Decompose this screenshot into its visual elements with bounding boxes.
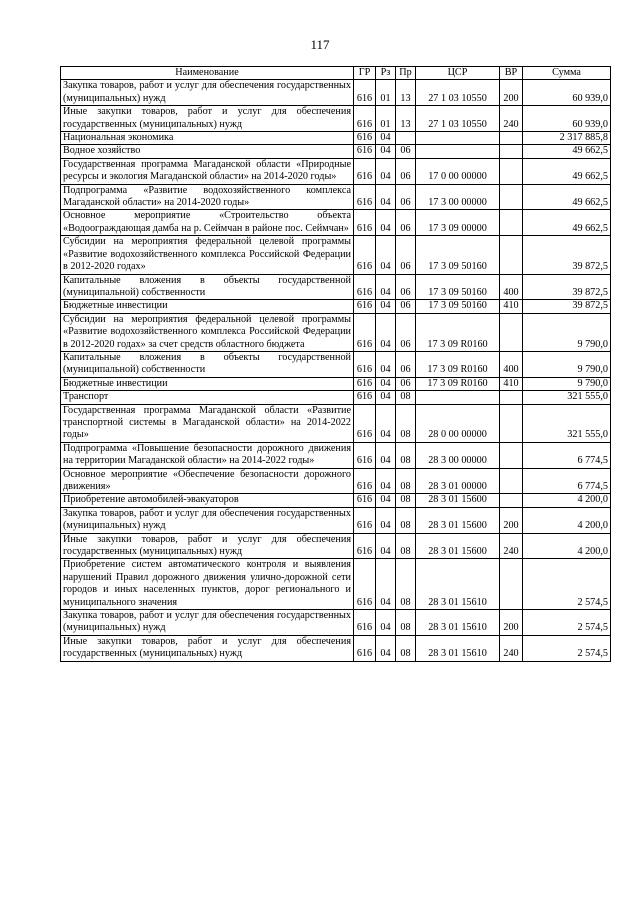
page-number: 117: [310, 37, 330, 52]
table-row: [61, 610, 611, 636]
header-vr: ВР: [500, 67, 523, 80]
row-name: Государственная программа Магаданской области «Развитие транспортной системы в Магаданской области» на 2014-2022 годы»: [61, 404, 354, 442]
row-sum: 49 662,5: [523, 158, 611, 184]
row-csr: [416, 391, 500, 404]
row-sum: 6 774,5: [523, 442, 611, 468]
table-row: [61, 210, 611, 236]
row-sum: 49 662,5: [523, 145, 611, 158]
row-pr: 08: [396, 391, 416, 404]
row-name: Иные закупки товаров, работ и услуг для обеспечения государственных (муниципальных) нужд: [61, 106, 354, 132]
row-gr: 616: [354, 559, 376, 610]
row-pr: 06: [396, 158, 416, 184]
row-csr: 27 1 03 10550: [416, 80, 500, 106]
row-rz: 04: [376, 468, 396, 494]
header-sum: Сумма: [523, 67, 611, 80]
table-row: [61, 158, 611, 184]
table-row: [61, 377, 611, 390]
row-pr: 06: [396, 274, 416, 300]
row-gr: 616: [354, 404, 376, 442]
row-rz: 04: [376, 404, 396, 442]
row-sum: 4 200,0: [523, 533, 611, 559]
row-name: Подпрограмма «Повышение безопасности дорожного движения на территории Магаданской области» на 2014-2022 годы»: [61, 442, 354, 468]
table-row: [61, 494, 611, 507]
row-rz: 04: [376, 351, 396, 377]
row-pr: 08: [396, 442, 416, 468]
table-row: [61, 236, 611, 274]
table-row: [61, 533, 611, 559]
row-vr: 200: [500, 507, 523, 533]
row-vr: [500, 494, 523, 507]
row-gr: 616: [354, 533, 376, 559]
table-row: [61, 559, 611, 610]
row-vr: 240: [500, 533, 523, 559]
row-gr: 616: [354, 236, 376, 274]
row-rz: 04: [376, 158, 396, 184]
row-pr: 08: [396, 494, 416, 507]
row-name: Закупка товаров, работ и услуг для обеспечения государственных (муниципальных) нужд: [61, 610, 354, 636]
row-rz: 04: [376, 442, 396, 468]
header-gr: ГР: [354, 67, 376, 80]
row-csr: 17 0 00 00000: [416, 158, 500, 184]
row-name: Капитальные вложения в объекты государственной (муниципальной) собственности: [61, 274, 354, 300]
row-rz: 04: [376, 533, 396, 559]
table-row: [61, 635, 611, 661]
row-name: Государственная программа Магаданской области «Природные ресурсы и экология Магаданской области» на 2014-2020 годы»: [61, 158, 354, 184]
row-csr: 17 3 09 00000: [416, 210, 500, 236]
row-pr: 08: [396, 533, 416, 559]
table-row: [61, 468, 611, 494]
row-gr: 616: [354, 80, 376, 106]
row-vr: [500, 404, 523, 442]
row-vr: 200: [500, 610, 523, 636]
row-name: Основное мероприятие «Строительство объекта «Водоограждающая дамба на р. Сеймчан в районе пос. Сеймчан»: [61, 210, 354, 236]
row-rz: 04: [376, 132, 396, 145]
row-vr: 410: [500, 377, 523, 390]
table-row: [61, 313, 611, 351]
row-csr: 28 3 01 15610: [416, 635, 500, 661]
row-gr: 616: [354, 610, 376, 636]
row-gr: 616: [354, 351, 376, 377]
row-rz: 04: [376, 494, 396, 507]
row-name: Иные закупки товаров, работ и услуг для обеспечения государственных (муниципальных) нужд: [61, 635, 354, 661]
row-csr: 17 3 09 50160: [416, 300, 500, 313]
row-csr: [416, 132, 500, 145]
row-name: Основное мероприятие «Обеспечение безопасности дорожного движения»: [61, 468, 354, 494]
row-name: Капитальные вложения в объекты государственной (муниципальной) собственности: [61, 351, 354, 377]
row-name: Закупка товаров, работ и услуг для обеспечения государственных (муниципальных) нужд: [61, 80, 354, 106]
row-vr: [500, 468, 523, 494]
row-pr: 08: [396, 404, 416, 442]
row-name: Бюджетные инвестиции: [61, 300, 354, 313]
row-rz: 04: [376, 391, 396, 404]
table-row: [61, 300, 611, 313]
row-vr: [500, 184, 523, 210]
row-gr: 616: [354, 132, 376, 145]
row-gr: 616: [354, 300, 376, 313]
row-csr: 28 3 01 15610: [416, 610, 500, 636]
row-sum: 9 790,0: [523, 377, 611, 390]
header-rz: Рз: [376, 67, 396, 80]
row-vr: [500, 158, 523, 184]
row-name: Транспорт: [61, 391, 354, 404]
row-rz: 01: [376, 106, 396, 132]
row-name: Приобретение автомобилей-эвакуаторов: [61, 494, 354, 507]
row-name: Бюджетные инвестиции: [61, 377, 354, 390]
header-csr: ЦСР: [416, 67, 500, 80]
table-row: [61, 442, 611, 468]
row-gr: 616: [354, 158, 376, 184]
row-pr: 06: [396, 210, 416, 236]
row-sum: 321 555,0: [523, 404, 611, 442]
row-rz: 04: [376, 377, 396, 390]
row-pr: 13: [396, 80, 416, 106]
row-sum: 9 790,0: [523, 351, 611, 377]
row-name: Субсидии на мероприятия федеральной целевой программы «Развитие водохозяйственного комплекса Российской Федерации в 2012-2020 годах»: [61, 236, 354, 274]
row-rz: 04: [376, 145, 396, 158]
row-rz: 04: [376, 210, 396, 236]
row-gr: 616: [354, 210, 376, 236]
row-vr: 200: [500, 80, 523, 106]
row-csr: 17 3 09 R0160: [416, 377, 500, 390]
row-sum: 39 872,5: [523, 300, 611, 313]
row-gr: 616: [354, 635, 376, 661]
row-gr: 616: [354, 377, 376, 390]
row-csr: 28 3 01 15600: [416, 507, 500, 533]
row-sum: 6 774,5: [523, 468, 611, 494]
row-pr: 06: [396, 236, 416, 274]
row-name: Закупка товаров, работ и услуг для обеспечения государственных (муниципальных) нужд: [61, 507, 354, 533]
row-csr: 28 3 00 00000: [416, 442, 500, 468]
row-vr: [500, 210, 523, 236]
row-sum: 321 555,0: [523, 391, 611, 404]
row-pr: 06: [396, 184, 416, 210]
row-name: Водное хозяйство: [61, 145, 354, 158]
row-gr: 616: [354, 391, 376, 404]
table-row: [61, 274, 611, 300]
row-gr: 616: [354, 507, 376, 533]
table-row: [61, 106, 611, 132]
row-pr: 06: [396, 145, 416, 158]
row-name: Подпрограмма «Развитие водохозяйственного комплекса Магаданской области» на 2014-2020 годы»: [61, 184, 354, 210]
table-row: [61, 507, 611, 533]
row-vr: [500, 391, 523, 404]
row-rz: 04: [376, 300, 396, 313]
row-sum: 2 317 885,8: [523, 132, 611, 145]
row-pr: [396, 132, 416, 145]
row-sum: 4 200,0: [523, 507, 611, 533]
row-vr: 410: [500, 300, 523, 313]
table-row: [61, 132, 611, 145]
row-csr: 17 3 00 00000: [416, 184, 500, 210]
row-sum: 2 574,5: [523, 635, 611, 661]
row-rz: 04: [376, 559, 396, 610]
row-sum: 4 200,0: [523, 494, 611, 507]
row-pr: 08: [396, 610, 416, 636]
row-gr: 616: [354, 184, 376, 210]
row-csr: 27 1 03 10550: [416, 106, 500, 132]
row-csr: 17 3 09 50160: [416, 236, 500, 274]
table-row: [61, 145, 611, 158]
row-vr: [500, 442, 523, 468]
row-vr: 240: [500, 106, 523, 132]
row-vr: [500, 236, 523, 274]
row-rz: 04: [376, 507, 396, 533]
row-rz: 01: [376, 80, 396, 106]
row-rz: 04: [376, 635, 396, 661]
row-rz: 04: [376, 313, 396, 351]
row-name: Приобретение систем автоматического контроля и выявления нарушений Правил дорожного движения улично-дорожной сети городов и иных населенных пунктов, дорог регионального и муниципального значения: [61, 559, 354, 610]
row-sum: 39 872,5: [523, 274, 611, 300]
row-gr: 616: [354, 106, 376, 132]
row-pr: 06: [396, 300, 416, 313]
row-csr: 17 3 09 R0160: [416, 351, 500, 377]
row-rz: 04: [376, 610, 396, 636]
row-sum: 49 662,5: [523, 184, 611, 210]
row-gr: 616: [354, 442, 376, 468]
row-sum: 60 939,0: [523, 106, 611, 132]
row-vr: 400: [500, 351, 523, 377]
row-gr: 616: [354, 313, 376, 351]
table-row: [61, 80, 611, 106]
row-rz: 04: [376, 274, 396, 300]
header-name: Наименование: [61, 67, 354, 80]
row-name: Национальная экономика: [61, 132, 354, 145]
table-row: [61, 391, 611, 404]
row-gr: 616: [354, 468, 376, 494]
row-vr: 240: [500, 635, 523, 661]
row-vr: [500, 132, 523, 145]
row-csr: 17 3 09 R0160: [416, 313, 500, 351]
row-csr: 28 3 01 00000: [416, 468, 500, 494]
row-pr: 06: [396, 351, 416, 377]
row-csr: [416, 145, 500, 158]
row-pr: 13: [396, 106, 416, 132]
table-row: [61, 351, 611, 377]
row-vr: [500, 313, 523, 351]
row-pr: 08: [396, 507, 416, 533]
row-pr: 08: [396, 468, 416, 494]
row-sum: 2 574,5: [523, 559, 611, 610]
row-sum: 2 574,5: [523, 610, 611, 636]
row-gr: 616: [354, 274, 376, 300]
budget-table: [60, 66, 611, 662]
row-csr: 28 3 01 15600: [416, 533, 500, 559]
row-rz: 04: [376, 184, 396, 210]
row-vr: 400: [500, 274, 523, 300]
row-csr: 28 3 01 15600: [416, 494, 500, 507]
row-pr: 08: [396, 635, 416, 661]
row-sum: 60 939,0: [523, 80, 611, 106]
row-pr: 06: [396, 377, 416, 390]
row-name: Иные закупки товаров, работ и услуг для обеспечения государственных (муниципальных) нужд: [61, 533, 354, 559]
header-pr: Пр: [396, 67, 416, 80]
row-sum: 9 790,0: [523, 313, 611, 351]
row-sum: 49 662,5: [523, 210, 611, 236]
header-row: [61, 67, 611, 80]
row-pr: 08: [396, 559, 416, 610]
row-name: Субсидии на мероприятия федеральной целевой программы «Развитие водохозяйственного комплекса Российской Федерации в 2012-2020 годах» за счет средств областного бюджета: [61, 313, 354, 351]
row-csr: 28 3 01 15610: [416, 559, 500, 610]
row-sum: 39 872,5: [523, 236, 611, 274]
row-gr: 616: [354, 494, 376, 507]
row-vr: [500, 145, 523, 158]
row-rz: 04: [376, 236, 396, 274]
row-csr: 17 3 09 50160: [416, 274, 500, 300]
row-gr: 616: [354, 145, 376, 158]
table-row: [61, 184, 611, 210]
row-vr: [500, 559, 523, 610]
table-row: [61, 404, 611, 442]
row-pr: 06: [396, 313, 416, 351]
row-csr: 28 0 00 00000: [416, 404, 500, 442]
